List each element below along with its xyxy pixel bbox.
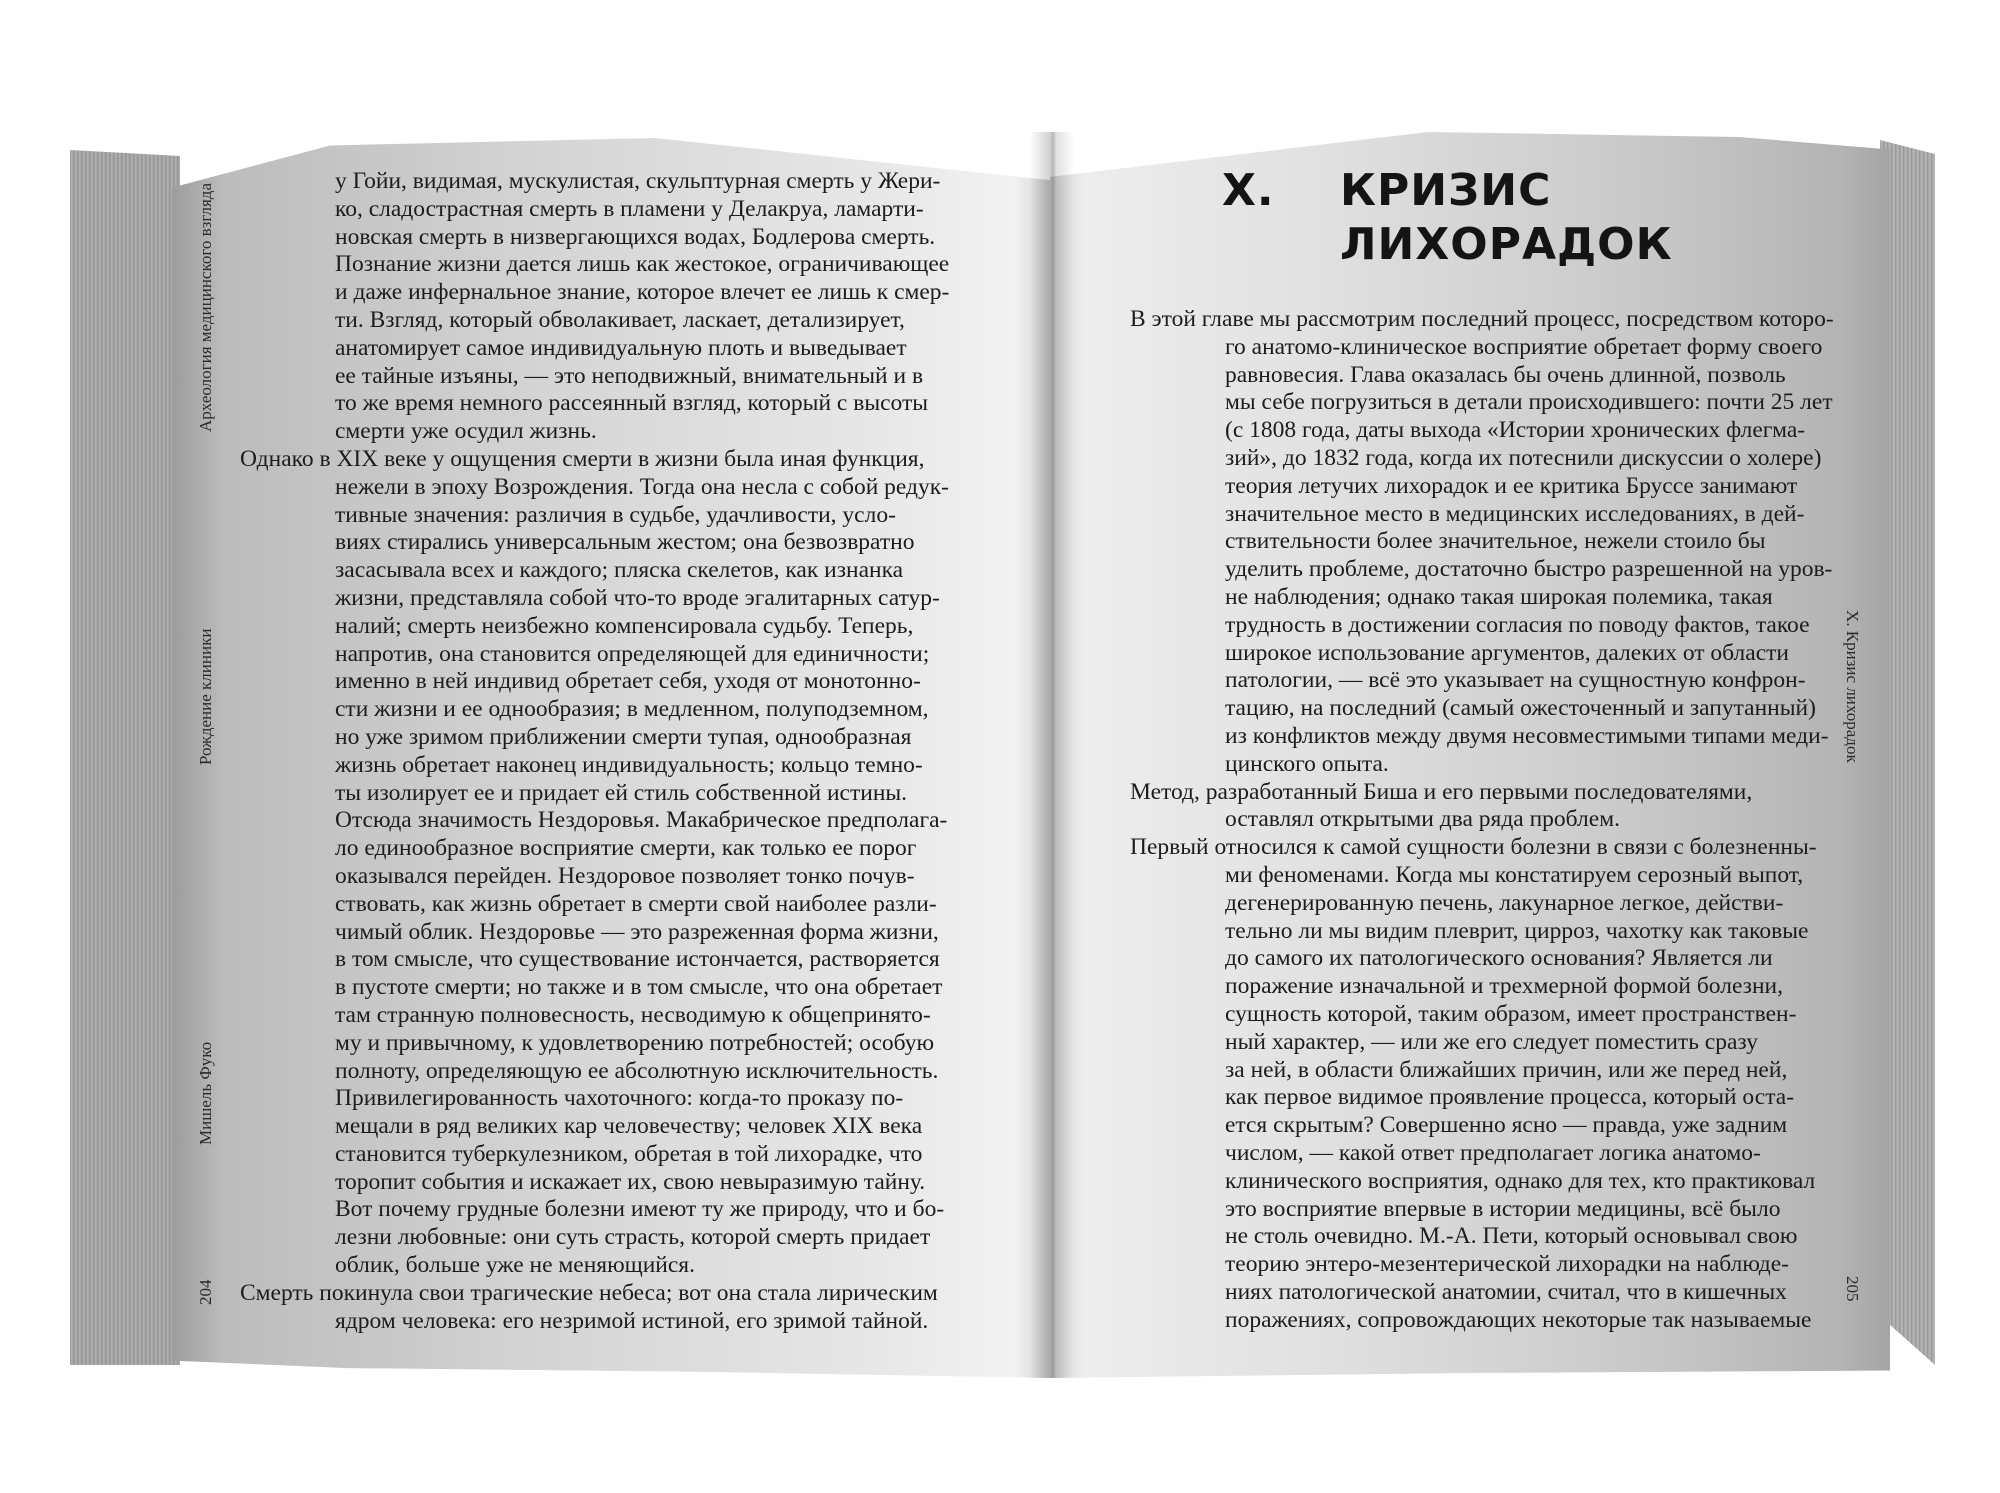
text-line: му и привычному, к удовлетворению потребностей; особую: [335, 1029, 934, 1056]
chapter-title-line: ЛИХОРАДОК: [1340, 219, 1673, 270]
text-line: ный характер, — или же его следует поместить сразу: [1225, 1028, 1758, 1055]
left-running-part: Археология медицинского взгляда: [196, 182, 215, 432]
text-line: именно в ней индивид обретает себя, уходя от монотонно-: [335, 668, 921, 695]
text-line: засасывала всех и каждого; пляска скелетов, как изнанка: [335, 557, 904, 584]
text-line: виях стирались универсальным жестом; она безвозвратно: [335, 529, 915, 556]
text-line: ствовать, как жизнь обретает в смерти свой наиболее разли-: [335, 890, 937, 917]
text-line: числом, — какой ответ предполагает логика анатомо-: [1225, 1139, 1761, 1166]
text-line: торопит события и искажает их, свою невыразимую тайну.: [335, 1168, 926, 1195]
left-running-author: Мишель Фуко: [196, 1041, 215, 1145]
text-line: Привилегированность чахоточного: когда-то проказу по-: [335, 1085, 904, 1112]
text-line: тивные значения: различия в судьбе, удачливости, усло-: [335, 501, 896, 528]
text-line: Познание жизни дается лишь как жестокое, ограничивающее: [335, 251, 950, 278]
paragraph-first-line: Метод, разработанный Биша и его первыми последователями,: [1130, 778, 1753, 805]
text-line: в том смысле, что существование истончается, растворяется: [335, 946, 940, 973]
text-line: нежели в эпоху Возрождения. Тогда она несла с собой редук-: [335, 473, 949, 500]
text-line: ется скрытым? Совершенно ясно — правда, уже задним: [1225, 1112, 1788, 1139]
text-line: сущность которой, таким образом, имеет пространствен-: [1225, 1000, 1797, 1027]
right-running-chapter: X. Кризис лихорадок: [1843, 610, 1862, 763]
left-page-edges: [70, 150, 180, 1365]
text-line: там странную полновесность, несводимую к общепринято-: [335, 1001, 931, 1028]
text-line: из конфликтов между двумя несовместимыми типами меди-: [1225, 722, 1829, 749]
text-line: напротив, она становится определяющей для единичности;: [335, 640, 930, 667]
text-line: ниях патологической анатомии, считал, что в кишечных: [1225, 1278, 1787, 1305]
text-line: за ней, в области ближайших причин, или же перед ней,: [1225, 1056, 1788, 1083]
text-line: смерти уже осудил жизнь.: [335, 418, 597, 445]
text-line: чимый облик. Нездоровье — это разреженная форма жизни,: [335, 918, 939, 945]
chapter-number: X.: [1222, 165, 1275, 216]
chapter-title-line: КРИЗИС: [1340, 165, 1552, 216]
text-line: ми феноменами. Когда мы констатируем серозный выпот,: [1225, 861, 1804, 888]
text-line: тельно ли мы видим плеврит, цирроз, чахотку как таковые: [1225, 917, 1809, 944]
text-line: до самого их патологического основания? Является ли: [1225, 945, 1773, 972]
text-line: как первое видимое проявление процесса, который оста-: [1225, 1084, 1795, 1111]
text-line: новская смерть в низвергающихся водах, Бодлерова смерть.: [335, 223, 936, 250]
text-line: у Гойи, видимая, мускулистая, скульптурная смерть у Жери-: [335, 168, 941, 194]
text-line: цинского опыта.: [1225, 750, 1389, 777]
text-line: уделить проблеме, достаточно быстро разрешенной на уров-: [1225, 556, 1833, 583]
text-line: не наблюдения; однако такая широкая полемика, такая: [1225, 583, 1773, 610]
text-line: и даже инфернальное знание, которое влечет ее лишь к смер-: [335, 279, 950, 306]
text-line: ствительности более значительное, нежели стоило бы: [1225, 528, 1766, 555]
text-line: Вот почему грудные болезни имеют ту же природу, что и бо-: [335, 1196, 945, 1223]
text-line: анатомирует самое индивидуальную плоть и выведывает: [335, 334, 907, 361]
text-line: зий», до 1832 года, когда их потеснили дискуссии о холере): [1225, 444, 1822, 471]
text-line: сти жизни и ее однообразия; в медленном, полуподземном,: [335, 696, 929, 723]
text-line: но уже зримом приближении смерти тупая, однообразная: [335, 723, 912, 750]
text-line: широкое использование аргументов, далеких от области: [1225, 639, 1789, 666]
text-line: ко, сладострастная смерть в пламени у Делакруа, ламарти-: [335, 195, 924, 222]
text-line: клинического восприятия, однако для тех, кто практиковал: [1225, 1167, 1816, 1194]
text-line: облик, больше уже не меняющийся.: [335, 1252, 695, 1279]
text-line: ее тайные изъяны, — это неподвижный, внимательный и в: [335, 362, 924, 389]
text-line: лезни любовные: они суть страсть, которой смерть придает: [335, 1224, 931, 1251]
text-line: оставлял открытыми два ряда проблем.: [1225, 806, 1620, 833]
text-line: то же время немного рассеянный взгляд, который с высоты: [335, 390, 929, 417]
text-line: трудность в достижении согласия по поводу фактов, такое: [1225, 611, 1810, 638]
left-page-number: 204: [196, 1279, 215, 1305]
right-body-text: [1130, 306, 1834, 1334]
paragraph-first-line: Первый относился к самой сущности болезни в связи с болезненны-: [1130, 834, 1817, 861]
text-line: поражениях, сопровождающих некоторые так называемые: [1225, 1306, 1812, 1333]
text-line: теорию энтеро-мезентерической лихорадки на наблюде-: [1225, 1251, 1789, 1278]
text-line: го анатомо-клиническое восприятие обретает форму своего: [1225, 333, 1823, 360]
text-line: становится туберкулезником, обретая в той лихорадке, что: [335, 1140, 923, 1167]
text-line: ти. Взгляд, который обволакивает, ласкает, детализирует,: [335, 306, 905, 333]
text-line: налий; смерть неизбежно компенсировала судьбу. Теперь,: [335, 612, 914, 639]
text-line: полноту, определяющую ее абсолютную исключительность.: [335, 1057, 939, 1084]
text-line: это восприятие впервые в истории медицины, всё было: [1225, 1195, 1781, 1222]
text-line: поражение изначальной и трехмерной формой болезни,: [1225, 973, 1783, 1000]
paragraph-first-line: Смерть покинула свои трагические небеса; вот она стала лирическим: [240, 1279, 938, 1306]
text-line: патологии, — всё это указывает на сущностную конфрон-: [1225, 667, 1806, 694]
text-line: не столь очевидно. М.-А. Пети, который основывал свою: [1225, 1223, 1798, 1250]
text-line: равновесия. Глава оказалась бы очень длинной, позволь: [1225, 361, 1786, 388]
chapter-title: [1340, 164, 1673, 272]
text-line: тацию, на последний (самый ожесточенный и запутанный): [1225, 695, 1816, 722]
text-line: мы себе погрузиться в детали происходившего: почти 25 лет: [1225, 389, 1833, 416]
paragraph-first-line: В этой главе мы рассмотрим последний процесс, посредством которо-: [1130, 306, 1834, 332]
text-line: мещали в ряд великих кар человечеству; человек XIX века: [335, 1113, 923, 1140]
text-line: Отсюда значимость Нездоровья. Макабрическое предполага-: [335, 807, 948, 834]
text-line: теория летучих лихорадок и ее критика Бруссе занимают: [1225, 472, 1798, 499]
left-body-text: [240, 168, 949, 1335]
book-gutter: [1030, 132, 1074, 1378]
text-line: жизни, представляла собой что-то вроде эгалитарных сатур-: [335, 584, 940, 611]
left-running-book: Рождение клиники: [196, 628, 215, 765]
right-page-number: 205: [1843, 1276, 1862, 1302]
text-line: оказывался перейден. Нездоровое позволяет тонко почув-: [335, 862, 915, 889]
text-line: ядром человека: его незримой истиной, его зримой тайной.: [335, 1307, 929, 1334]
text-line: в пустоте смерти; но также и в том смысле, что она обретает: [335, 974, 943, 1001]
text-line: дегенерированную печень, лакунарное легкое, действи-: [1225, 889, 1784, 916]
text-line: ло единообразное восприятие смерти, как только ее порог: [335, 835, 917, 862]
text-line: (с 1808 года, даты выхода «Истории хронических флегма-: [1225, 417, 1806, 444]
text-line: жизнь обретает наконец индивидуальность; кольцо темно-: [335, 751, 923, 778]
text-line: ты изолирует ее и придает ей стиль собственной истины.: [335, 779, 908, 806]
text-line: значительное место в медицинских исследованиях, в дей-: [1225, 500, 1805, 527]
paragraph-first-line: Однако в XIX веке у ощущения смерти в жизни была иная функция,: [240, 445, 925, 472]
